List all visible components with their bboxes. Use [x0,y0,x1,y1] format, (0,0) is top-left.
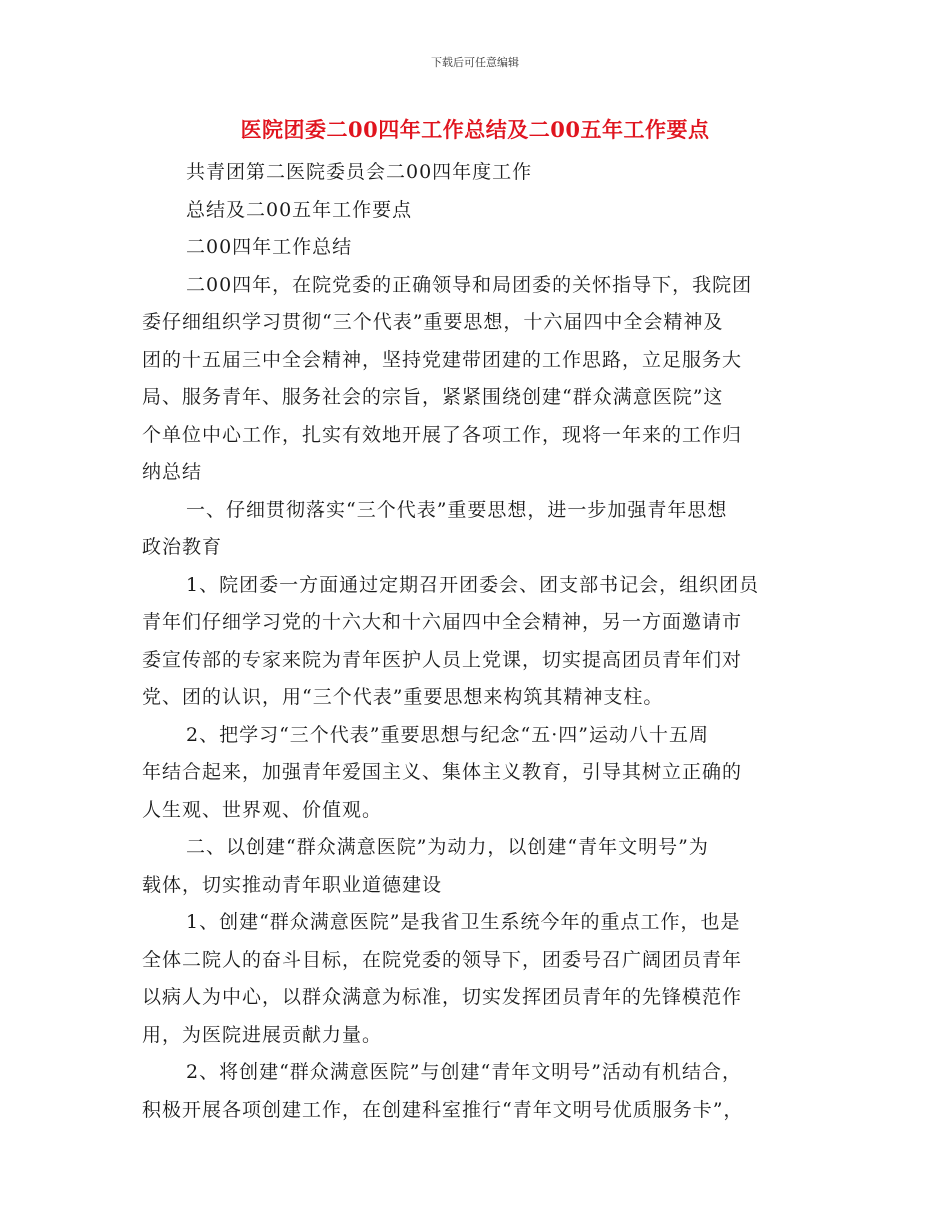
text-line: 一、仔细贯彻落实“三个代表”重要思想，进一步加强青年思想 [186,498,728,521]
text-line: 纳总结 [142,461,203,483]
text-line: 二、以创建“群众满意医院”为动力，以创建“青年文明号”为 [186,836,709,858]
text-line: 个单位中心工作，扎实有效地开展了各项工作，现将一年来的工作归 [142,423,743,446]
text-line: 二00四年，在院党委的正确领导和局团委的关怀指导下，我院团 [186,273,753,296]
text-line: 委仔细组织学习贯彻“三个代表”重要思想，十六届四中全会精神及 [142,311,724,333]
text-line: 总结及二00五年工作要点 [186,198,413,221]
text-line: 青年们仔细学习党的十六大和十六届四中全会精神，另一方面邀请市 [142,611,743,633]
text-line: 团的十五届三中全会精神，坚持党建带团建的工作思路，立足服务大 [142,348,743,371]
text-line: 共青团第二医院委员会二00四年度工作 [186,161,533,183]
text-line: 全体二院人的奋斗目标，在院党委的领导下，团委号召广阔团员青年 [142,948,743,971]
text-line: 委宣传部的专家来院为青年医护人员上党课，切实提高团员青年们对 [142,648,743,671]
text-line: 载体，切实推动青年职业道德建设 [142,873,443,896]
text-line: 积极开展各项创建工作，在创建科室推行“青年文明号优质服务卡”， [142,1098,744,1121]
text-line: 以病人为中心，以群众满意为标准，切实发挥团员青年的先锋模范作 [142,986,743,1008]
text-line: 局、服务青年、服务社会的宗旨，紧紧围绕创建“群众满意医院”这 [142,386,724,408]
text-line: 1、院团委一方面通过定期召开团委会、团支部书记会，组织团员 [186,573,760,596]
text-line: 二00四年工作总结 [186,236,353,258]
header-note: 下载后可任意编辑 [431,56,519,69]
document-body [142,154,842,1129]
text-line: 人生观、世界观、价值观。 [142,798,383,821]
text-line: 用，为医院进展贡献力量。 [142,1023,383,1046]
text-line: 1、创建“群众满意医院”是我省卫生系统今年的重点工作，也是 [186,911,741,933]
document-title: 医院团委二00四年工作总结及二00五年工作要点 [240,117,710,142]
text-line: 2、把学习“三个代表”重要思想与纪念“五·四”运动八十五周 [186,723,709,746]
text-line: 年结合起来，加强青年爱国主义、集体主义教育，引导其树立正确的 [142,761,743,783]
text-line: 2、将创建“群众满意医院”与创建“青年文明号”活动有机结合， [186,1061,742,1083]
text-line: 政治教育 [142,536,223,558]
text-line: 党、团的认识，用“三个代表”重要思想来构筑其精神支柱。 [142,686,664,708]
